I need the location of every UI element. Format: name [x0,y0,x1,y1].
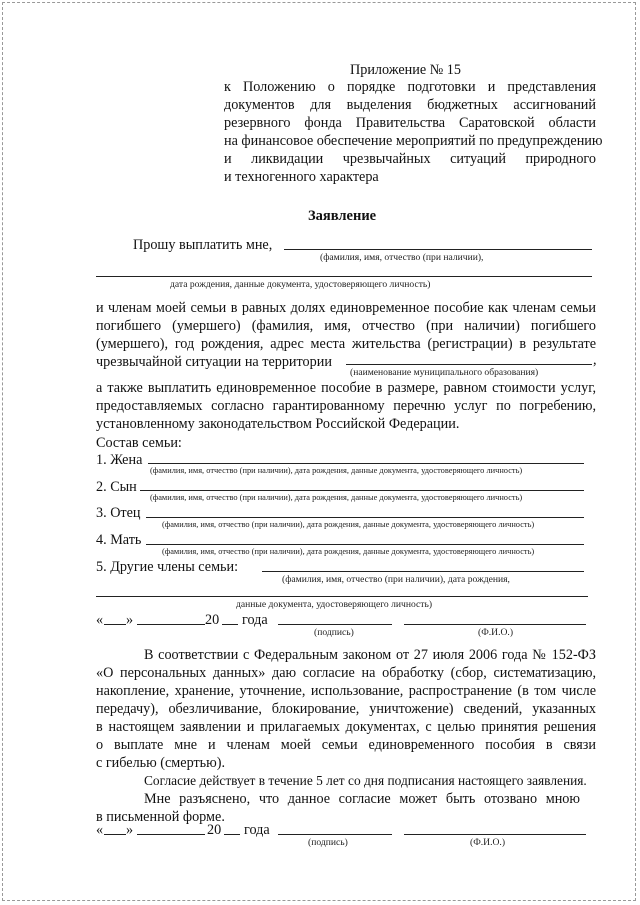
caption-fio-short: (Ф.И.О.) [478,627,514,638]
appendix-line: документов для выделения бюджетных ассигнований [224,97,596,113]
date-year-field[interactable] [224,834,240,835]
date-day-field[interactable] [104,834,126,835]
text-line: (умершего), год рождения, адрес места жительства (регистрации) в результате [96,336,596,352]
caption-fio-short: (Ф.И.О.) [470,837,506,848]
text-line: в настоящем заявлении и прилагаемых документах, с целью принятия решения [96,719,596,735]
family-others-caption: (фамилия, имя, отчество (при наличии), дата рождения, [282,574,510,585]
date-year-field[interactable] [222,624,238,625]
date-close-quote: » [126,612,134,628]
comma: , [593,352,597,368]
caption-signature: (подпись) [308,837,348,848]
text-line: предоставляемых согласно гарантированному перечню услуг по погребению, [96,398,596,414]
caption-municipality: (наименование муниципального образования) [350,367,539,378]
son-field[interactable] [140,490,584,491]
document-title: Заявление [308,208,377,224]
family-member-label: 4. Мать [96,532,142,548]
family-heading: Состав семьи: [96,435,182,451]
family-member-label: 1. Жена [96,452,143,468]
appendix-line: на финансовое обеспечение мероприятий по предупреждению [224,133,603,149]
fio-field[interactable] [404,624,586,625]
request-paragraph-1 [96,299,596,371]
text-line: погибшего (умершего) (фамилия, имя, отчество (при наличии) погибшего [96,318,596,334]
text-line: с гибелью (смертью). [96,755,226,771]
caption-signature: (подпись) [314,627,354,638]
text-line: передачу), обезличивание, блокирование, уничтожение) сведений, указанных [96,701,596,717]
text-line: накопление, хранение, уточнение, использование, распространение (в том числе [96,683,596,699]
request-prefix: Прошу выплатить мне, [133,237,273,253]
municipality-field[interactable] [346,364,592,365]
family-member-caption: (фамилия, имя, отчество (при наличии), дата рождения, данные документа, удостоверяющего личность) [162,547,535,556]
text-line: чрезвычайной ситуации на территории [96,354,332,370]
text-line: «О персональных данных» даю согласие на обработку (сбор, систематизацию, [96,665,596,681]
text-line: о выплате мне и членам моей семьи единовременного пособия в связи [96,737,596,753]
appendix-line: к Положению о порядке подготовки и представления [224,79,596,95]
text-line: и членам моей семьи в равных долях единовременное пособие как членам семьи [96,300,596,316]
appendix-line: резервного фонда Правительства Саратовской области [224,115,596,131]
text-line: В соответствии с Федеральным законом от 27 июля 2006 года № 152-ФЗ [144,647,596,663]
signature-field[interactable] [278,624,392,625]
family-member-label: 3. Отец [96,505,141,521]
appendix-title: Приложение № 15 [350,62,461,78]
year-prefix: 20 [205,612,220,628]
family-member-caption: (фамилия, имя, отчество (при наличии), дата рождения, данные документа, удостоверяющего личность) [150,493,523,502]
fio-field[interactable] [404,834,586,835]
date-month-field[interactable] [137,834,205,835]
year-prefix: 20 [207,822,222,838]
consent-revocation [96,790,596,826]
caption-fio: (фамилия, имя, отчество (при наличии), [320,252,484,263]
text-line: Мне разъяснено, что данное согласие может быть отозвано мною [144,791,580,807]
family-others-label: 5. Другие члены семьи: [96,559,239,575]
applicant-fio-field[interactable] [284,249,592,250]
year-suffix: года [242,612,268,628]
request-paragraph-2 [96,379,596,433]
consent-validity: Согласие действует в течение 5 лет со дня подписания настоящего заявления. [144,773,587,788]
applicant-docs-field[interactable] [96,276,592,277]
year-suffix: года [244,822,270,838]
family-member-label: 2. Сын [96,479,137,495]
appendix-description [224,78,603,186]
family-member-caption: (фамилия, имя, отчество (при наличии), дата рождения, данные документа, удостоверяющего личность) [150,466,523,475]
text-line: а также выплатить единовременное пособие в размере, равном стоимости услуг, [96,380,596,396]
text-line: установленному законодательством Российской Федерации. [96,416,460,432]
date-open-quote: « [96,822,104,838]
signature-field[interactable] [278,834,392,835]
spouse-field[interactable] [148,463,584,464]
family-member-caption: (фамилия, имя, отчество (при наличии), дата рождения, данные документа, удостоверяющего личность) [162,520,535,529]
date-month-field[interactable] [137,624,205,625]
other-members-docs-field[interactable] [96,596,588,597]
date-open-quote: « [96,612,104,628]
appendix-line: и техногенного характера [224,169,379,185]
date-day-field[interactable] [104,624,126,625]
consent-paragraph [96,646,596,772]
date-close-quote: » [126,822,134,838]
family-others-caption: данные документа, удостоверяющего личность) [236,599,433,610]
father-field[interactable] [146,517,584,518]
appendix-line: и ликвидации чрезвычайных ситуаций природного [224,151,596,167]
other-members-field[interactable] [262,571,584,572]
caption-docs: дата рождения, данные документа, удостоверяющего личность) [170,279,431,290]
mother-field[interactable] [146,544,584,545]
text-line: в письменной форме. [96,809,225,825]
